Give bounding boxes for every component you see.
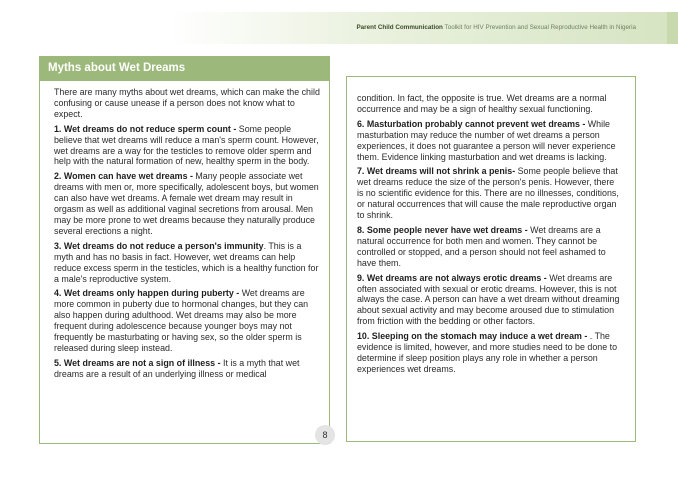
section-title: Myths about Wet Dreams <box>39 56 330 81</box>
left-column <box>54 87 320 384</box>
myth-text: Wet dreams are often associated with sexual or erotic dreams. However, this is not always the case. A person can have a wet dream without dreaming about sexual activity and may become aroused due to stimulation from friction with the bedding or other factors. <box>357 272 620 327</box>
header-title-rest: Toolkit for HIV Prevention and Sexual Reproductive Health in Nigeria <box>442 24 636 31</box>
myth-heading: 3. Wet dreams do not reduce a person's immunity <box>54 240 264 251</box>
running-header <box>356 24 636 31</box>
myth-item <box>357 331 623 375</box>
header-corner-mark <box>667 12 678 44</box>
myth-item <box>357 225 623 269</box>
myth-item <box>357 273 623 328</box>
myth-text: . The evidence is limited, however, and more studies need to be done to determine if sleep position plays any role in whether a person experiences wet dreams. <box>357 331 618 374</box>
myth-text: Wet dreams are more common in puberty due to hormonal changes, but they can also happen during adulthood. Wet dreams may also be more frequent during adolescence because younger boys may not frequently be masturbating or having sex, so the older sperm is released during sleep instead. <box>54 288 309 353</box>
continuation-paragraph: condition. In fact, the opposite is true. Wet dreams are a normal occurrence and may be a sign of healthy sexual functioning. <box>357 93 607 114</box>
myth-heading: 1. Wet dreams do not reduce sperm count - <box>54 123 239 134</box>
intro-paragraph: There are many myths about wet dreams, which can make the child confusing or cause unease if a person does not know what to expect. <box>54 87 320 119</box>
myth-heading: 5. Wet dreams are not a sign of illness - <box>54 357 224 368</box>
header-title-bold: Parent Child Communication <box>356 24 443 31</box>
myth-text: Wet dreams are a natural occurrence for both men and women. They cannot be controlled or stopped, and a person should not feel ashamed to have them. <box>357 224 606 268</box>
myth-item <box>357 166 623 221</box>
myth-text: Some people believe that wet dreams will reduce a man's sperm count. However, wet dreams are a way for the testicles to remove older sperm and help with the natural formation of new, healthy sperm in the body. <box>54 123 319 167</box>
myth-item <box>54 288 320 353</box>
myth-heading: 10. Sleeping on the stomach may induce a wet dream - <box>357 331 590 342</box>
myth-item <box>54 171 320 236</box>
myth-text: While masturbation may reduce the number of wet dreams a person experiences, it does not guarantee a person will never experience them. Evidence linking masturbation and wet dreams is lacking. <box>357 118 616 162</box>
myth-item <box>54 241 320 285</box>
myth-item <box>54 124 320 168</box>
right-column <box>357 93 623 379</box>
myth-heading: 7. Wet dreams will not shrink a penis- <box>357 166 518 177</box>
myth-heading: 8. Some people never have wet dreams - <box>357 224 531 235</box>
myth-text: . This is a myth and has no basis in fact. However, wet dreams can help reduce excess sperm in the testicles, which is a healthy function for a male's reproductive system. <box>54 240 319 284</box>
myth-item <box>54 358 320 380</box>
page-number: 8 <box>315 425 335 445</box>
myth-text: It is a myth that wet dreams are a result of an underlying illness or medical <box>54 357 300 379</box>
myth-heading: 6. Masturbation probably cannot prevent wet dreams - <box>357 118 588 129</box>
myth-text: Many people associate wet dreams with men or, more specifically, adolescent boys, but women can also have wet dreams. A female wet dream may result in orgasm as well as additional vaginal secretions from arousal. Men may be more prone to wet dreams because they naturally produce several erections a night. <box>54 171 319 236</box>
myth-heading: 9. Wet dreams are not always erotic dreams - <box>357 272 550 283</box>
myth-item <box>357 119 623 163</box>
myth-text: Some people believe that wet dreams reduce the size of the person's penis. However, there is no scientific evidence for this. There are no illnesses, conditions, or natural occurrences that will cause the male reproductive organ to shrink. <box>357 166 619 221</box>
myth-heading: 2. Women can have wet dreams - <box>54 171 196 182</box>
myth-heading: 4. Wet dreams only happen during puberty - <box>54 288 242 299</box>
